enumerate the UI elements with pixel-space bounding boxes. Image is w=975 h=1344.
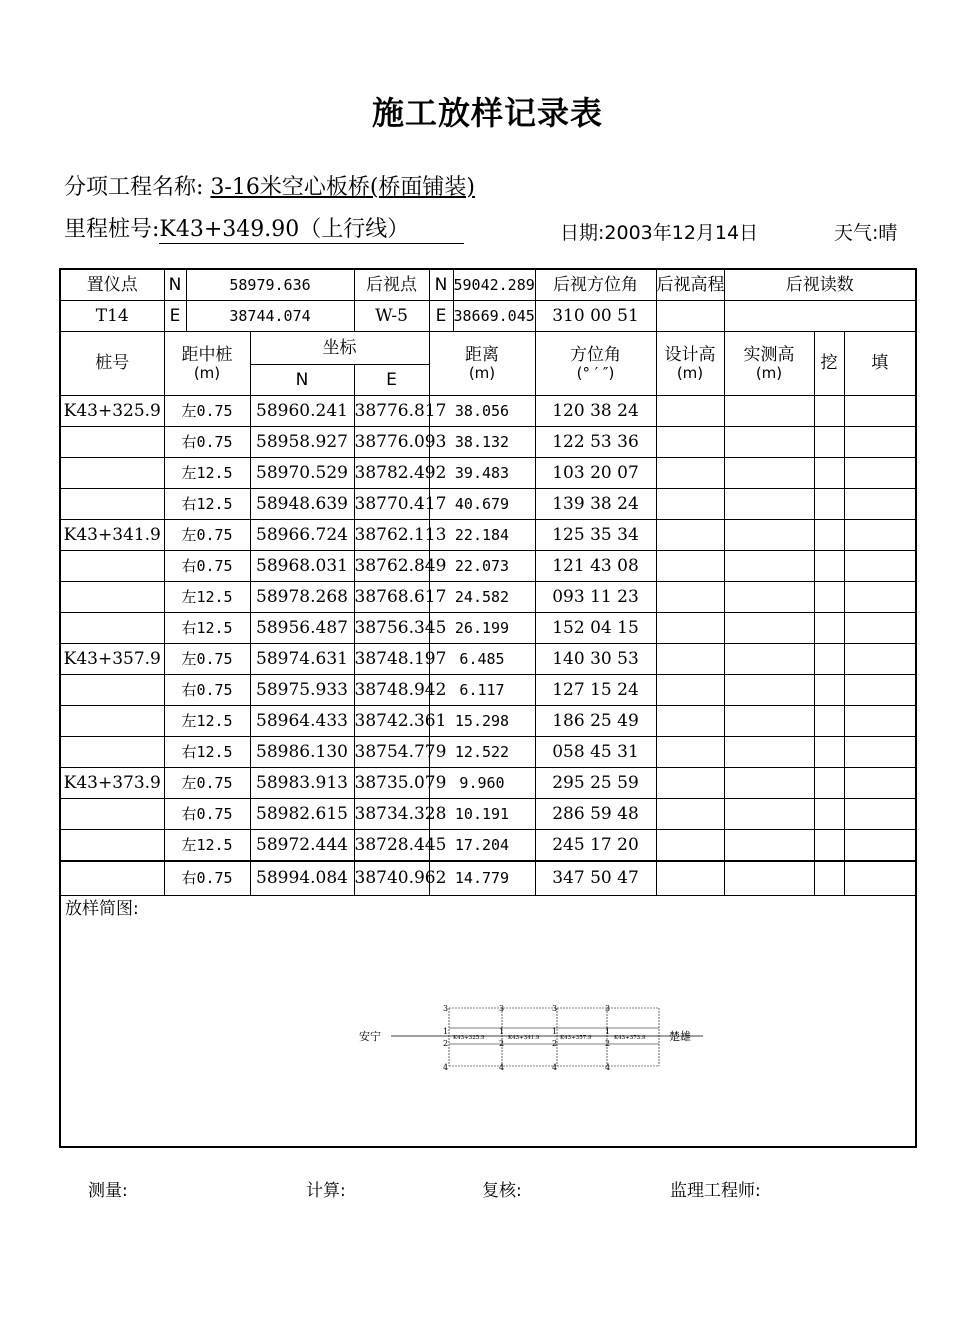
sketch-left-place: 安宁	[359, 1030, 381, 1043]
cell-e: 38776.093	[354, 427, 429, 458]
cell-measured-elev	[724, 737, 814, 768]
cell-measured-elev	[724, 861, 814, 896]
station-e-label: E	[164, 301, 186, 332]
cell-pile: K43+341.9	[60, 520, 164, 551]
project-label: 分项工程名称:	[64, 175, 204, 200]
cell-fill	[844, 613, 916, 644]
page-title: 施工放样记录表	[371, 94, 603, 132]
cell-measured-elev	[724, 396, 814, 427]
cell-fill	[844, 458, 916, 489]
table-row	[60, 520, 916, 551]
cell-measured-elev	[724, 675, 814, 706]
mileage-label: 里程桩号:	[64, 217, 160, 242]
cell-distance: 24.582	[429, 582, 535, 613]
sketch-pile-label: K43+325.9	[453, 1035, 485, 1041]
sketch-point-2: 2	[499, 1039, 505, 1048]
table-row	[60, 551, 916, 582]
station-row-2	[60, 301, 916, 332]
sign-review: 复核:	[482, 1181, 522, 1201]
project-name: 3-16米空心板桥(桥面铺装)	[210, 175, 476, 200]
cell-n: 58982.615	[250, 799, 354, 830]
sketch-label: 放样简图:	[65, 899, 139, 919]
col-e: E	[354, 365, 429, 396]
sketch-point-3: 3	[552, 1004, 558, 1013]
col-offset-unit: (m)	[193, 363, 221, 382]
cell-design-elev	[656, 861, 724, 896]
cell-offset: 左12.5	[164, 830, 250, 862]
col-azimuth-unit: (° ′ ″)	[576, 363, 615, 382]
backsight-azimuth-label: 后视方位角	[535, 269, 656, 301]
cell-azimuth: 295 25 59	[535, 768, 656, 799]
cell-cut	[814, 861, 844, 896]
cell-distance: 22.184	[429, 520, 535, 551]
cell-distance: 26.199	[429, 613, 535, 644]
record-table	[59, 268, 917, 1148]
cell-measured-elev	[724, 458, 814, 489]
table-row	[60, 396, 916, 427]
cell-cut	[814, 644, 844, 675]
cell-fill	[844, 396, 916, 427]
cell-design-elev	[656, 768, 724, 799]
cell-pile	[60, 706, 164, 737]
cell-pile	[60, 613, 164, 644]
cell-n: 58983.913	[250, 768, 354, 799]
cell-e: 38728.445	[354, 830, 429, 862]
cell-fill	[844, 520, 916, 551]
cell-azimuth: 245 17 20	[535, 830, 656, 862]
cell-design-elev	[656, 737, 724, 768]
cell-pile	[60, 551, 164, 582]
cell-design-elev	[656, 799, 724, 830]
col-distance	[429, 332, 535, 396]
cell-offset: 左12.5	[164, 706, 250, 737]
cell-cut	[814, 427, 844, 458]
col-measured-elev-label: 实测高	[743, 344, 795, 365]
cell-cut	[814, 830, 844, 862]
sketch-point-4: 4	[443, 1063, 449, 1072]
cell-azimuth: 186 25 49	[535, 706, 656, 737]
station-row-1	[60, 269, 916, 301]
cell-design-elev	[656, 644, 724, 675]
sketch-point-3: 3	[605, 1004, 611, 1013]
sketch-point-2: 2	[552, 1039, 558, 1048]
cell-e: 38776.817	[354, 396, 429, 427]
sketch-point-3: 3	[443, 1004, 449, 1013]
backsight-reading-label: 后视读数	[724, 269, 916, 301]
cell-cut	[814, 489, 844, 520]
cell-design-elev	[656, 613, 724, 644]
cell-pile	[60, 582, 164, 613]
col-measured-elev	[724, 332, 814, 396]
backsight-azimuth-value: 310 00 51	[535, 301, 656, 332]
date-label: 日期:	[560, 222, 605, 244]
cell-pile: K43+357.9	[60, 644, 164, 675]
cell-n: 58966.724	[250, 520, 354, 551]
table-row	[60, 675, 916, 706]
cell-offset: 右0.75	[164, 861, 250, 896]
sketch-pile-label: K43+357.9	[560, 1035, 592, 1041]
cell-measured-elev	[724, 520, 814, 551]
cell-azimuth: 140 30 53	[535, 644, 656, 675]
cell-azimuth: 120 38 24	[535, 396, 656, 427]
cell-design-elev	[656, 427, 724, 458]
col-distance-label: 距离	[465, 344, 499, 365]
cell-cut	[814, 675, 844, 706]
sketch-point-1: 1	[552, 1027, 558, 1036]
sketch-row	[60, 896, 916, 1148]
mileage-value: K43+349.90（上行线）	[159, 212, 464, 244]
col-n: N	[250, 365, 354, 396]
cell-measured-elev	[724, 706, 814, 737]
cell-azimuth: 093 11 23	[535, 582, 656, 613]
cell-fill	[844, 830, 916, 862]
col-fill: 填	[844, 332, 916, 396]
weather-value: 晴	[878, 222, 898, 244]
col-azimuth-label: 方位角	[570, 344, 621, 365]
cell-cut	[814, 551, 844, 582]
cell-fill	[844, 799, 916, 830]
cell-design-elev	[656, 520, 724, 551]
cell-pile	[60, 427, 164, 458]
cell-azimuth: 058 45 31	[535, 737, 656, 768]
cell-offset: 右12.5	[164, 613, 250, 644]
cell-design-elev	[656, 458, 724, 489]
table-row	[60, 613, 916, 644]
cell-pile: K43+325.9	[60, 396, 164, 427]
cell-e: 38762.113	[354, 520, 429, 551]
station-n-value: 58979.636	[186, 269, 354, 301]
backsight-e-label: E	[429, 301, 453, 332]
backsight-name: W-5	[354, 301, 429, 332]
cell-offset: 右12.5	[164, 489, 250, 520]
cell-azimuth: 122 53 36	[535, 427, 656, 458]
cell-offset: 右0.75	[164, 675, 250, 706]
cell-cut	[814, 737, 844, 768]
cell-n: 58986.130	[250, 737, 354, 768]
cell-design-elev	[656, 706, 724, 737]
cell-e: 38756.345	[354, 613, 429, 644]
sketch-point-4: 4	[499, 1063, 505, 1072]
cell-fill	[844, 768, 916, 799]
cell-n: 58972.444	[250, 830, 354, 862]
cell-fill	[844, 861, 916, 896]
cell-offset: 左0.75	[164, 396, 250, 427]
cell-azimuth: 125 35 34	[535, 520, 656, 551]
cell-design-elev	[656, 582, 724, 613]
table-row	[60, 427, 916, 458]
cell-distance: 6.117	[429, 675, 535, 706]
cell-n: 58970.529	[250, 458, 354, 489]
sketch-point-4: 4	[552, 1063, 558, 1072]
sketch-right-place: 楚雄	[669, 1030, 691, 1043]
cell-design-elev	[656, 489, 724, 520]
sign-survey: 测量:	[88, 1181, 128, 1201]
cell-e: 38742.361	[354, 706, 429, 737]
sketch-pile-label: K43+341.9	[508, 1035, 540, 1041]
col-offset-label: 距中桩	[181, 344, 233, 365]
backsight-elev-value	[656, 301, 724, 332]
cell-e: 38748.197	[354, 644, 429, 675]
cell-design-elev	[656, 675, 724, 706]
cell-azimuth: 139 38 24	[535, 489, 656, 520]
layout-sketch	[61, 896, 913, 1146]
cell-e: 38734.328	[354, 799, 429, 830]
sign-supervisor: 监理工程师:	[670, 1181, 761, 1201]
cell-measured-elev	[724, 644, 814, 675]
cell-distance: 17.204	[429, 830, 535, 862]
cell-n: 58994.084	[250, 861, 354, 896]
cell-fill	[844, 675, 916, 706]
table-row	[60, 799, 916, 830]
cell-measured-elev	[724, 830, 814, 862]
cell-n: 58960.241	[250, 396, 354, 427]
backsight-n-value: 59042.289	[453, 269, 535, 301]
cell-fill	[844, 551, 916, 582]
cell-offset: 左12.5	[164, 458, 250, 489]
cell-distance: 15.298	[429, 706, 535, 737]
cell-distance: 14.779	[429, 861, 535, 896]
cell-pile	[60, 737, 164, 768]
sketch-point-3: 3	[499, 1004, 505, 1013]
cell-e: 38748.942	[354, 675, 429, 706]
backsight-reading-value	[724, 301, 916, 332]
cell-distance: 40.679	[429, 489, 535, 520]
cell-distance: 22.073	[429, 551, 535, 582]
col-offset	[164, 332, 250, 396]
cell-distance: 39.483	[429, 458, 535, 489]
date-line	[560, 218, 758, 245]
sketch-pile-label: K43+373.9	[614, 1035, 646, 1041]
cell-distance: 38.056	[429, 396, 535, 427]
cell-n: 58978.268	[250, 582, 354, 613]
date-value: 2003年12月14日	[604, 222, 759, 244]
sketch-point-1: 1	[443, 1027, 449, 1036]
cell-offset: 右0.75	[164, 551, 250, 582]
cell-cut	[814, 582, 844, 613]
cell-offset: 右0.75	[164, 427, 250, 458]
cell-e: 38768.617	[354, 582, 429, 613]
table-row	[60, 644, 916, 675]
cell-azimuth: 103 20 07	[535, 458, 656, 489]
column-header-row-1	[60, 332, 916, 365]
cell-n: 58968.031	[250, 551, 354, 582]
cell-pile	[60, 458, 164, 489]
cell-cut	[814, 768, 844, 799]
backsight-elev-label: 后视高程	[656, 269, 724, 301]
cell-offset: 左0.75	[164, 520, 250, 551]
data-rows	[60, 396, 916, 896]
cell-measured-elev	[724, 582, 814, 613]
cell-offset: 右12.5	[164, 737, 250, 768]
cell-distance: 38.132	[429, 427, 535, 458]
cell-measured-elev	[724, 799, 814, 830]
sketch-point-1: 1	[605, 1027, 611, 1036]
cell-fill	[844, 706, 916, 737]
cell-fill	[844, 737, 916, 768]
cell-e: 38740.962	[354, 861, 429, 896]
col-design-elev-unit: (m)	[676, 363, 704, 382]
cell-n: 58975.933	[250, 675, 354, 706]
cell-e: 38762.849	[354, 551, 429, 582]
cell-n: 58964.433	[250, 706, 354, 737]
cell-offset: 右0.75	[164, 799, 250, 830]
sketch-point-1: 1	[499, 1027, 505, 1036]
cell-offset: 左0.75	[164, 644, 250, 675]
station-label: 置仪点	[60, 269, 164, 301]
cell-distance: 12.522	[429, 737, 535, 768]
cell-e: 38782.492	[354, 458, 429, 489]
sketch-point-2: 2	[605, 1039, 611, 1048]
cell-distance: 6.485	[429, 644, 535, 675]
cell-e: 38754.779	[354, 737, 429, 768]
cell-n: 58948.639	[250, 489, 354, 520]
cell-offset: 左0.75	[164, 768, 250, 799]
cell-measured-elev	[724, 427, 814, 458]
backsight-label: 后视点	[354, 269, 429, 301]
cell-distance: 10.191	[429, 799, 535, 830]
col-distance-unit: (m)	[468, 363, 496, 382]
table-row	[60, 706, 916, 737]
col-measured-elev-unit: (m)	[755, 363, 783, 382]
cell-azimuth: 152 04 15	[535, 613, 656, 644]
cell-azimuth: 121 43 08	[535, 551, 656, 582]
cell-design-elev	[656, 551, 724, 582]
sketch-point-4: 4	[605, 1063, 611, 1072]
cell-pile	[60, 830, 164, 862]
cell-distance: 9.960	[429, 768, 535, 799]
cell-pile	[60, 489, 164, 520]
table-row	[60, 830, 916, 862]
cell-pile	[60, 675, 164, 706]
cell-e: 38770.417	[354, 489, 429, 520]
cell-pile	[60, 799, 164, 830]
cell-n: 58974.631	[250, 644, 354, 675]
sketch-cell	[60, 896, 916, 1148]
cell-n: 58956.487	[250, 613, 354, 644]
col-design-elev-label: 设计高	[664, 344, 716, 365]
weather-label: 天气:	[834, 222, 879, 244]
cell-fill	[844, 489, 916, 520]
cell-fill	[844, 644, 916, 675]
cell-measured-elev	[724, 489, 814, 520]
mileage-line	[64, 212, 464, 244]
col-pile: 桩号	[60, 332, 164, 396]
station-name: T14	[60, 301, 164, 332]
cell-fill	[844, 582, 916, 613]
station-e-value: 38744.074	[186, 301, 354, 332]
cell-pile	[60, 861, 164, 896]
table-row	[60, 458, 916, 489]
backsight-n-label: N	[429, 269, 453, 301]
cell-cut	[814, 396, 844, 427]
cell-fill	[844, 427, 916, 458]
sign-calc: 计算:	[306, 1181, 346, 1201]
cell-pile: K43+373.9	[60, 768, 164, 799]
cell-design-elev	[656, 830, 724, 862]
table-row	[60, 768, 916, 799]
cell-cut	[814, 458, 844, 489]
cell-azimuth: 347 50 47	[535, 861, 656, 896]
cell-azimuth: 127 15 24	[535, 675, 656, 706]
cell-measured-elev	[724, 613, 814, 644]
sketch-point-2: 2	[443, 1039, 449, 1048]
cell-cut	[814, 613, 844, 644]
table-row	[60, 737, 916, 768]
project-line	[64, 170, 499, 201]
cell-cut	[814, 799, 844, 830]
cell-e: 38735.079	[354, 768, 429, 799]
col-cut: 挖	[814, 332, 844, 396]
col-design-elev	[656, 332, 724, 396]
col-azimuth	[535, 332, 656, 396]
table-row	[60, 582, 916, 613]
cell-cut	[814, 706, 844, 737]
table-row	[60, 489, 916, 520]
weather-line	[834, 218, 897, 245]
cell-azimuth: 286 59 48	[535, 799, 656, 830]
cell-n: 58958.927	[250, 427, 354, 458]
cell-offset: 左12.5	[164, 582, 250, 613]
cell-measured-elev	[724, 551, 814, 582]
col-coords: 坐标	[250, 332, 429, 365]
cell-measured-elev	[724, 768, 814, 799]
station-n-label: N	[164, 269, 186, 301]
cell-design-elev	[656, 396, 724, 427]
cell-cut	[814, 520, 844, 551]
backsight-e-value: 38669.045	[453, 301, 535, 332]
table-row	[60, 861, 916, 896]
